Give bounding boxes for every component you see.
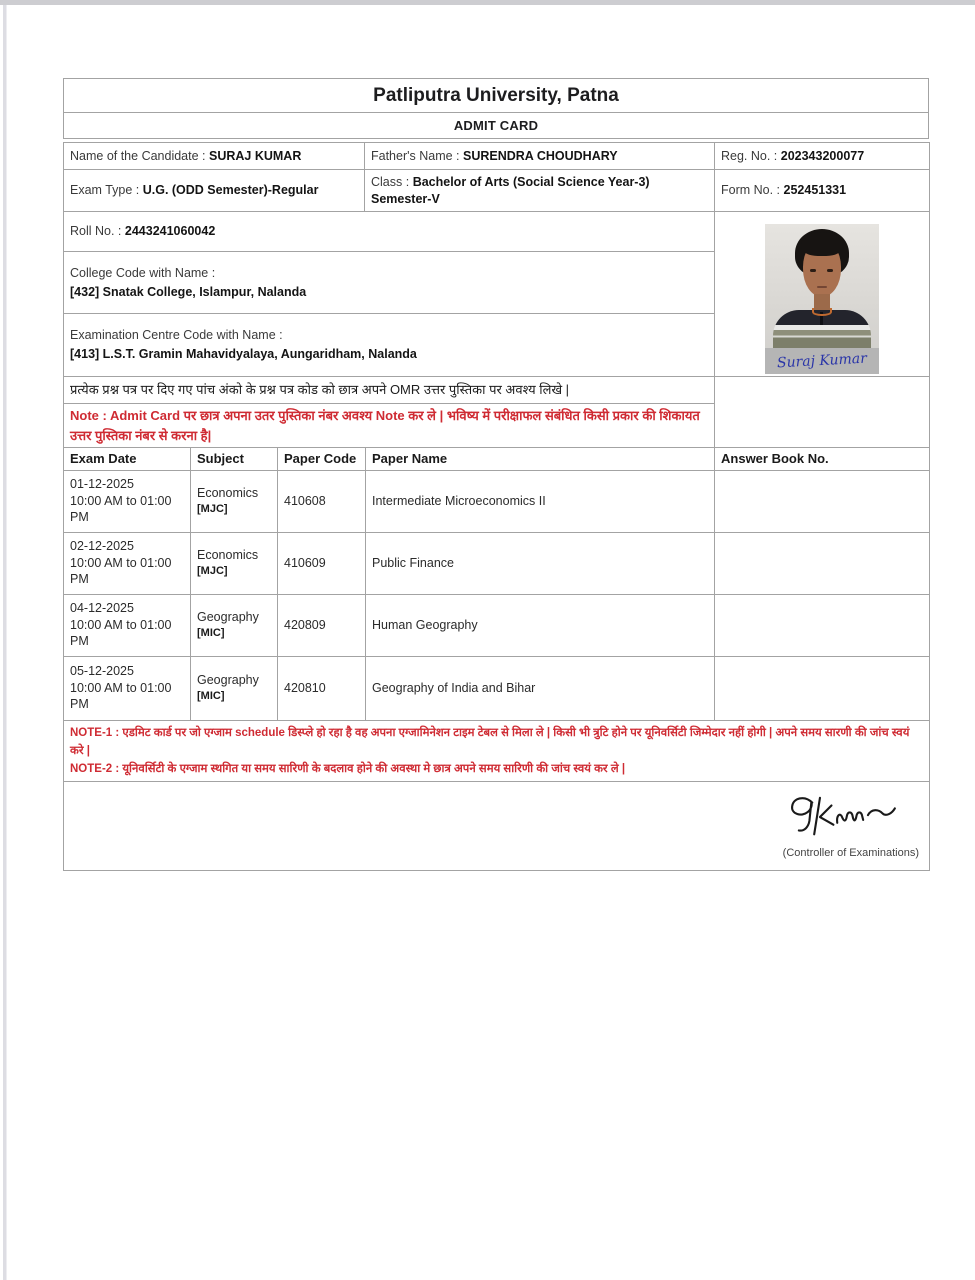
candidate-name-label: Name of the Candidate : [70, 148, 209, 163]
reg-no-value: 202343200077 [780, 148, 865, 163]
paper-code-cell: 410608 [278, 470, 366, 532]
answer-book-cell [715, 470, 930, 532]
header-box [63, 78, 929, 139]
exam-time: 10:00 AM to 01:00 PM [70, 680, 172, 712]
photo-necklace [812, 308, 832, 316]
paper-name-cell: Geography of India and Bihar [366, 656, 715, 720]
subject-name: Economics [197, 548, 259, 563]
subject-cell [191, 532, 278, 594]
roll-no-label: Roll No. : [70, 224, 125, 239]
candidate-name-cell [64, 143, 365, 170]
exam-row [64, 532, 930, 594]
controller-signature-icon [783, 794, 903, 842]
roll-no-value: 2443241060042 [124, 224, 216, 239]
answer-book-cell [715, 532, 930, 594]
candidate-photo [765, 224, 879, 374]
exam-date-cell [64, 532, 191, 594]
exam-date: 04-12-2025 [70, 600, 134, 615]
admit-main-table [63, 211, 930, 871]
photo-eye-left [810, 269, 816, 272]
exam-centre-value: [413] L.S.T. Gramin Mahavidyalaya, Aungaridham, Nalanda [70, 347, 417, 361]
exam-centre-label: Examination Centre Code with Name : [70, 328, 283, 343]
college-value: [432] Snatak College, Islampur, Nalanda [70, 284, 307, 299]
col-header-paper-code: Paper Code [278, 448, 366, 471]
exam-time: 10:00 AM to 01:00 PM [70, 617, 172, 649]
exam-date-cell [64, 594, 191, 656]
roll-no-cell [64, 212, 715, 252]
admit-card-document [63, 78, 929, 871]
subject-tag: [MIC] [197, 627, 225, 640]
subject-name: Economics [197, 486, 259, 501]
notes-side-empty-cell [715, 377, 930, 448]
subject-name: Geography [197, 673, 259, 688]
university-notes-cell [64, 720, 930, 781]
page-edge-top [0, 0, 975, 5]
exam-centre-cell [64, 314, 715, 377]
answer-book-cell [715, 656, 930, 720]
reg-no-cell [715, 143, 930, 170]
controller-of-examinations-label: (Controller of Examinations) [782, 846, 920, 859]
exam-date: 01-12-2025 [70, 476, 134, 491]
subject-cell [191, 470, 278, 532]
exam-type-value: U.G. (ODD Semester)-Regular [142, 183, 319, 198]
col-header-paper-name: Paper Name [366, 448, 715, 471]
subject-cell [191, 594, 278, 656]
answer-book-cell [715, 594, 930, 656]
father-name-label: Father's Name : [371, 148, 463, 163]
exam-type-label: Exam Type : [70, 183, 143, 198]
photo-cell [715, 212, 930, 377]
exam-time: 10:00 AM to 01:00 PM [70, 555, 172, 587]
red-note-cell: Note : Admit Card पर छात्र अपना उतर पुस्तिका नंबर अवश्य Note कर ले | भविष्य में परीक्षाफल संबंधित किसी प्रकार की शिकायत उत्तर पुस्तिका नंबर से करना है| [64, 404, 715, 448]
exam-date-cell [64, 656, 191, 720]
class-value: Bachelor of Arts (Social Science Year-3) Semester-V [371, 174, 650, 206]
father-name-cell [365, 143, 715, 170]
admit-card-title: ADMIT CARD [64, 113, 929, 139]
candidate-name-value: SURAJ KUMAR [208, 148, 302, 163]
form-no-cell [715, 170, 930, 212]
photo-mouth [817, 286, 827, 288]
paper-name-cell: Intermediate Microeconomics II [366, 470, 715, 532]
col-header-exam-date: Exam Date [64, 448, 191, 471]
exam-date: 05-12-2025 [70, 663, 134, 678]
page-edge-left-highlight [6, 5, 7, 1280]
note-1: NOTE-1 : एडमिट कार्ड पर जो एग्जाम schedule डिस्प्ले हो रहा है वह अपना एग्जामिनेशन टाइम टेबल से मिला ले | किसी भी त्रुटि होने पर यूनिवर्सिटी जिम्मेदार नहीं होगी | अपने समय सारणी की जांच स्वयं करे | [70, 726, 910, 757]
class-cell [365, 170, 715, 212]
photo-hairline [801, 232, 843, 256]
reg-no-label: Reg. No. : [721, 148, 781, 163]
paper-name-cell: Human Geography [366, 594, 715, 656]
paper-code-cell: 420809 [278, 594, 366, 656]
col-header-answer-book: Answer Book No. [715, 448, 930, 471]
photo-eye-right [827, 269, 833, 272]
signature-cell [64, 781, 930, 870]
college-cell [64, 252, 715, 314]
college-label: College Code with Name : [70, 265, 216, 280]
university-title: Patliputra University, Patna [64, 79, 929, 113]
paper-code-cell: 410609 [278, 532, 366, 594]
exam-row [64, 656, 930, 720]
exam-date: 02-12-2025 [70, 538, 134, 553]
exam-row [64, 594, 930, 656]
exam-time: 10:00 AM to 01:00 PM [70, 493, 172, 525]
subject-tag: [MJC] [197, 565, 228, 578]
paper-name-cell: Public Finance [366, 532, 715, 594]
subject-tag: [MIC] [197, 690, 225, 703]
candidate-signature-text: Suraj Kumar [776, 350, 868, 371]
exam-date-cell [64, 470, 191, 532]
class-label: Class : [371, 174, 413, 189]
candidate-signature [765, 348, 879, 374]
candidate-info-table [63, 142, 930, 212]
paper-code-cell: 420810 [278, 656, 366, 720]
form-no-value: 252451331 [783, 183, 847, 198]
col-header-subject: Subject [191, 448, 278, 471]
form-no-label: Form No. : [721, 183, 784, 198]
omr-note-cell: प्रत्येक प्रश्न पत्र पर दिए गए पांच अंको के प्रश्न पत्र कोड को छात्र अपने OMR उत्तर पुस्तिका पर अवश्य लिखे | [64, 377, 715, 404]
note-2: NOTE-2 : यूनिवर्सिटी के एग्जाम स्थगित या समय सारिणी के बदलाव होने की अवस्था मे छात्र अपने समय सारिणी की जांच स्वयं कर ले | [70, 763, 626, 776]
subject-name: Geography [197, 610, 259, 625]
subject-tag: [MJC] [197, 503, 228, 516]
subject-cell [191, 656, 278, 720]
exam-type-cell [64, 170, 365, 212]
father-name-value: SURENDRA CHOUDHARY [463, 148, 618, 163]
exam-row [64, 470, 930, 532]
